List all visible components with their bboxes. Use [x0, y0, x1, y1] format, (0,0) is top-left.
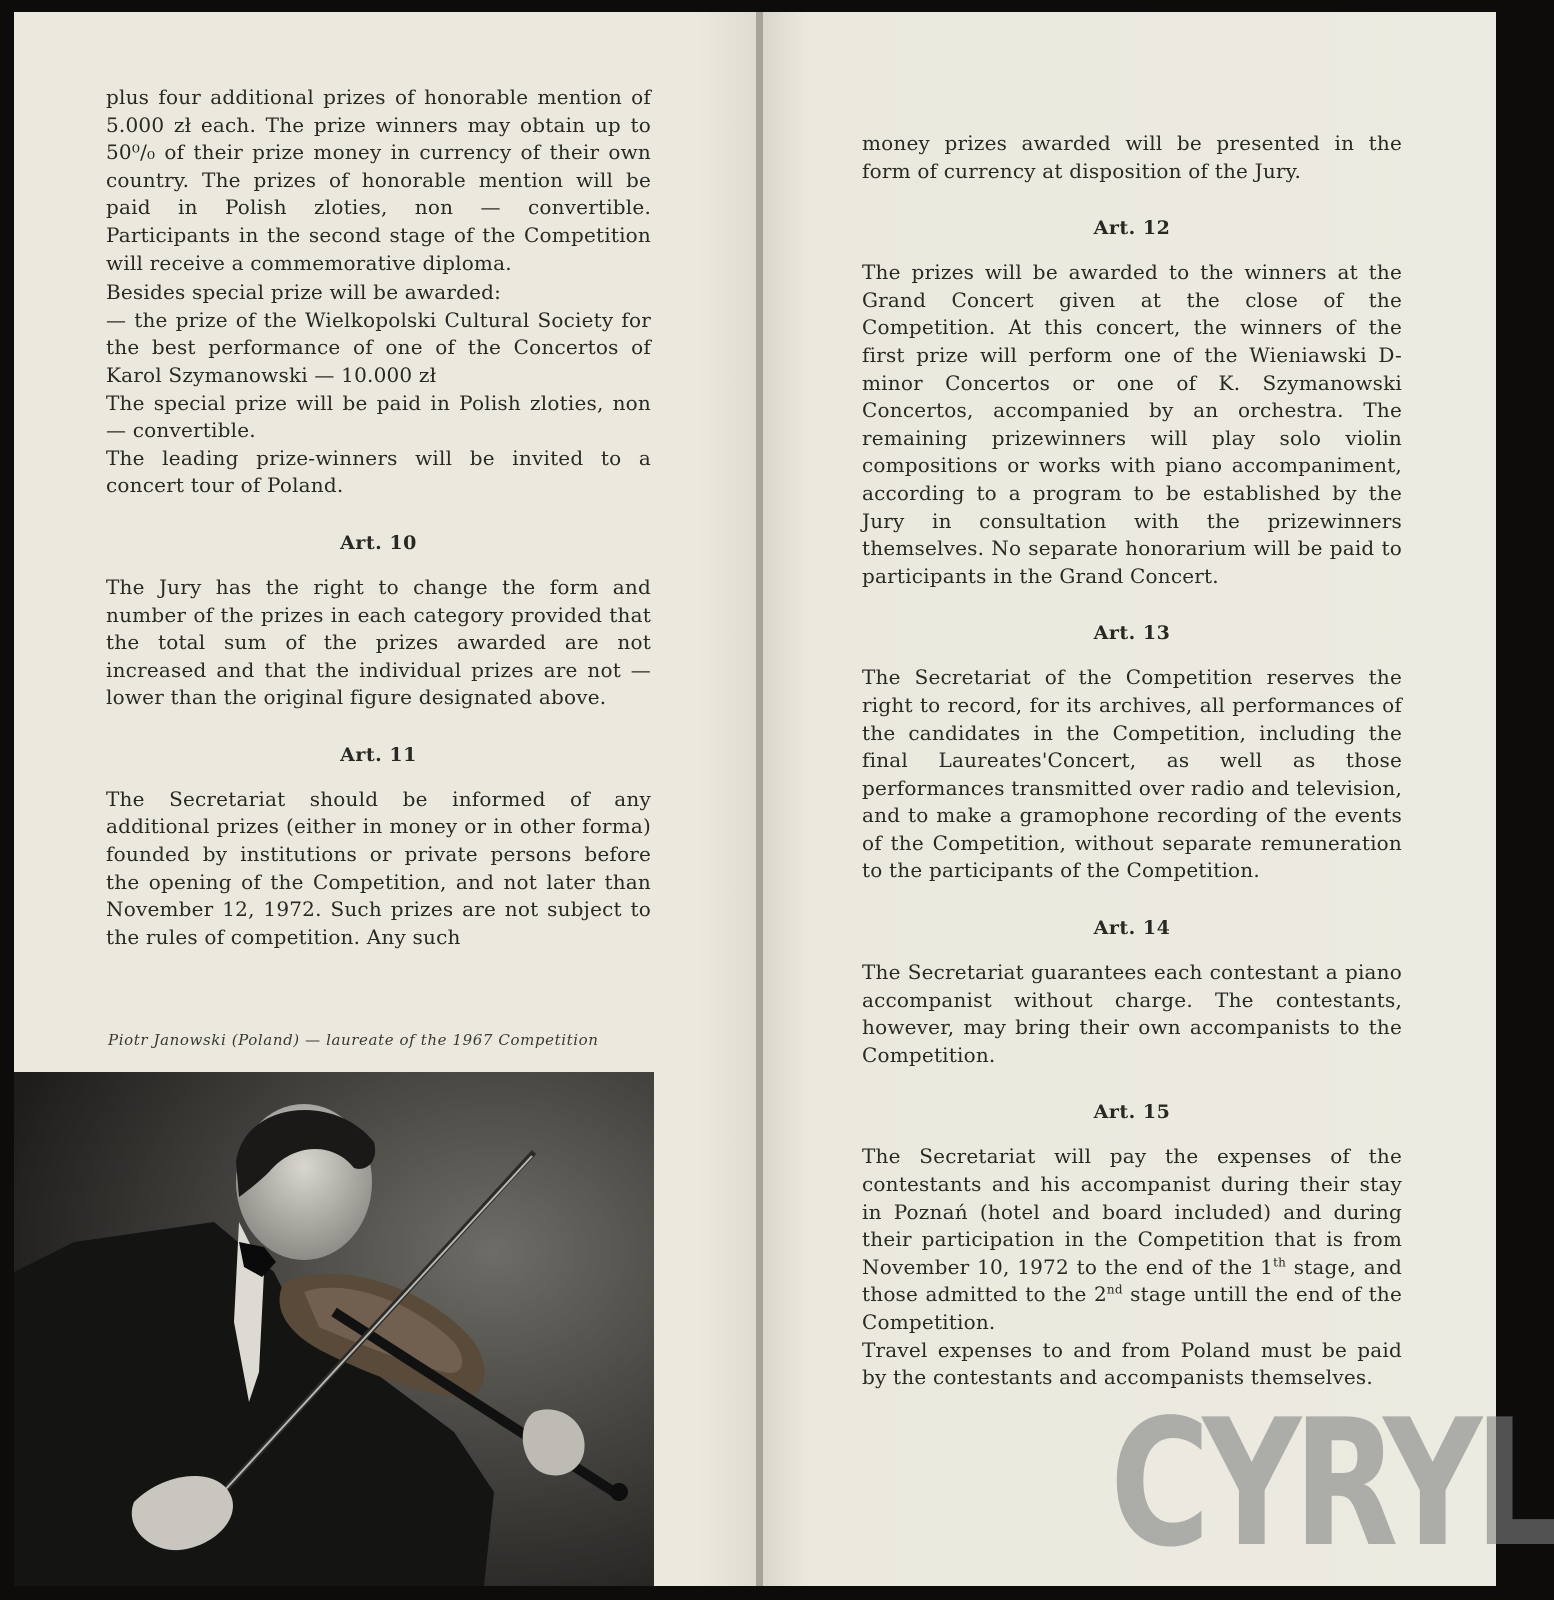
violinist-photo: [14, 1072, 654, 1586]
art-14-text: The Secretariat guarantees each contestant a piano accompanist without charge. The contestants, however, may bring their own accompanists to the Competition.: [862, 960, 1402, 1067]
art-12-text: The prizes will be awarded to the winners at the Grand Concert given at the close of the Competition. At this concert, the winners of the first prize will perform one of the Wieniawski D-minor Concertos or one of K. Szymanowski Concertos, accompanied by an orchestra. The remaining prizewinners will play solo violin compositions or works with piano accompaniment, according to a program to be established by the Jury in consultation with the prizewinners themselves. No separate honorarium will be paid to participants in the Grand Concert.: [862, 260, 1402, 588]
art-11-text: The Secretariat should be informed of any additional prizes (either in money or in other forma) founded by institutions or private persons before the opening of the Competition, and not later than November 12, 1972. Such prizes are not subject to the rules of competition. Any such: [106, 786, 651, 949]
art-13-text: The Secretariat of the Competition reserves the right to record, for its archives, all performances of the candidates in the Competition, including the final Laureates'Concert, as well as those performances transmitted over radio and television, and to make a gramophone recording of the events of the Competition, without separate remuneration to the participants of the Competition.: [862, 665, 1402, 883]
art-13-heading: Art. 13: [1093, 622, 1171, 645]
art-10-text: The Jury has the right to change the form and number of the prizes in each category provided that the total sum of the prizes awarded are not increased and that the individual prizes are not — lower than the original figure designated above.: [106, 574, 651, 710]
art-11-continuation: money prizes awarded will be presented in the form of currency at disposition of the Jury.: [862, 131, 1402, 183]
art-15-sup-nd: nd: [1106, 1282, 1123, 1297]
art-15-heading: Art. 15: [1093, 1101, 1171, 1124]
special-prize-intro: Besides special prize will be awarded:: [106, 280, 502, 305]
special-prize-payment: The special prize will be paid in Polish zloties, non — convertible.: [106, 390, 651, 443]
art-15-text-part2: stage, and those admitted to the 2: [862, 1254, 1403, 1307]
violinist-illustration: [14, 1072, 654, 1586]
concert-tour-note: The leading prize-winners will be invited to a concert tour of Poland.: [106, 445, 651, 498]
special-prize-item: — the prize of the Wielkopolski Cultural Society for the best performance of one of the Concertos of Karol Szymanowski — 10.000 zł: [106, 307, 651, 387]
art-14-heading: Art. 14: [1093, 917, 1171, 940]
right-text-column: [862, 130, 1402, 1392]
art-15-text-part1: The Secretariat will pay the expenses of the contestants and his accompanist during their stay in Poznań (hotel and board included) and during their participation in the Competition that is from November 10, 1972 to the end of the 1: [862, 1144, 1402, 1279]
right-page: [763, 12, 1496, 1586]
travel-expenses-text: Travel expenses to and from Poland must be paid by the contestants and accompanists themselves.: [862, 1337, 1402, 1390]
left-text-column: [106, 84, 651, 951]
art-11-heading: Art. 11: [340, 743, 417, 766]
prize-paragraph: plus four additional prizes of honorable mention of 5.000 zł each. The prize winners may obtain up to 50⁰/₀ of their prize money in currency of their own country. The prizes of honorable mention will be paid in Polish zloties, non — convertible. Participants in the second stage of the Competition will receive a commemorative diploma.: [106, 85, 651, 275]
left-page: [14, 12, 758, 1586]
art-15-text-part3: stage untill the end of the Competition.: [862, 1282, 1402, 1334]
cyryl-watermark: CYRYL: [1110, 1383, 1554, 1586]
art-15-text: [862, 1143, 1402, 1336]
art-10-heading: Art. 10: [340, 531, 417, 554]
art-15-sup-th: th: [1273, 1255, 1287, 1270]
photo-caption: Piotr Janowski (Poland) — laureate of the 1967 Competition: [108, 1031, 599, 1049]
art-12-heading: Art. 12: [1093, 217, 1171, 240]
